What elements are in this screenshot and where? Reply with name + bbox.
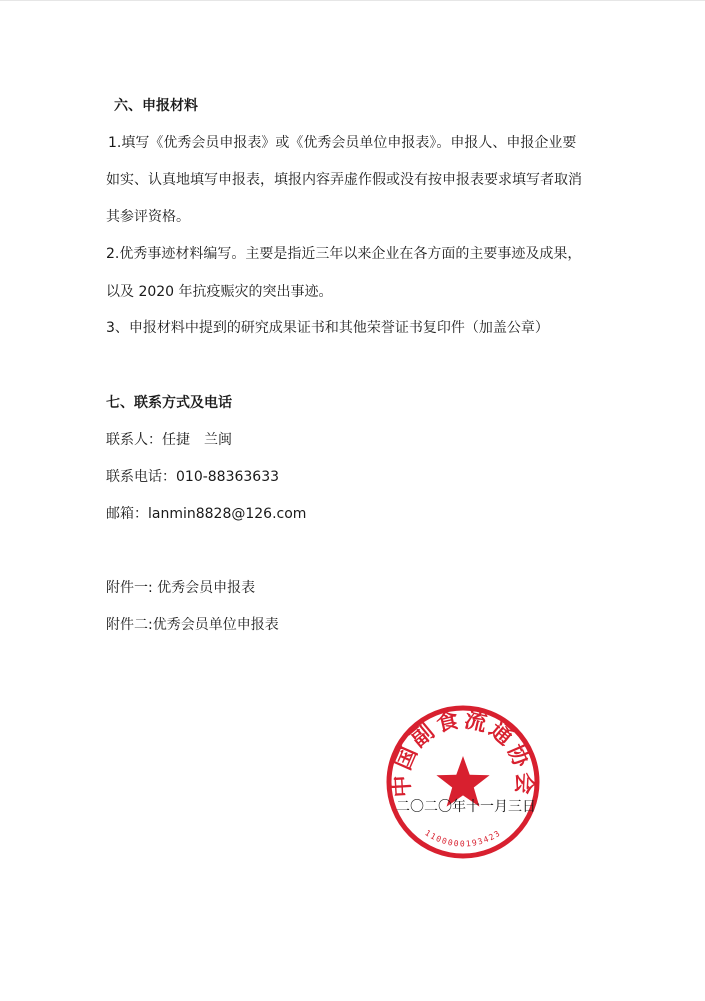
contact-phone: 联系电话：010-88363633 <box>106 469 280 485</box>
contact-person: 联系人：任捷 兰闽 <box>106 432 232 448</box>
section-6-item-1-line-2: 如实、认真地填写申报表，填报内容弄虚作假或没有按申报表要求填写者取消 <box>106 172 582 188</box>
section-6-item-3-line-1: 3、申报材料中提到的研究成果证书和其他荣誉证书复印件（加盖公章） <box>106 320 549 336</box>
section-6-item-2-line-2: 以及 2020 年抗疫赈灾的突出事迹。 <box>106 284 333 300</box>
attachment-1: 附件一: 优秀会员申报表 <box>106 580 256 596</box>
page-top-rule <box>0 0 705 1</box>
contact-email: 邮箱：lanmin8828@126.com <box>106 506 307 522</box>
document-date: 二〇二〇年十一月三日 <box>396 799 536 815</box>
attachment-2: 附件二:优秀会员单位申报表 <box>106 617 279 633</box>
section-6-heading: 六、申报材料 <box>114 98 198 114</box>
official-seal <box>385 704 541 860</box>
seal-name: 中国副食流通协会 <box>388 706 538 798</box>
seal-number: 1100000193423 <box>423 828 503 849</box>
section-6-item-1-line-3: 其参评资格。 <box>106 209 190 225</box>
section-6-item-2-line-1: 2.优秀事迹材料编写。主要是指近三年以来企业在各方面的主要事迹及成果， <box>106 246 582 262</box>
section-7-heading: 七、联系方式及电话 <box>106 395 232 411</box>
section-6-item-1-line-1: 1.填写《优秀会员申报表》或《优秀会员单位申报表》。申报人、申报企业要 <box>108 135 577 151</box>
